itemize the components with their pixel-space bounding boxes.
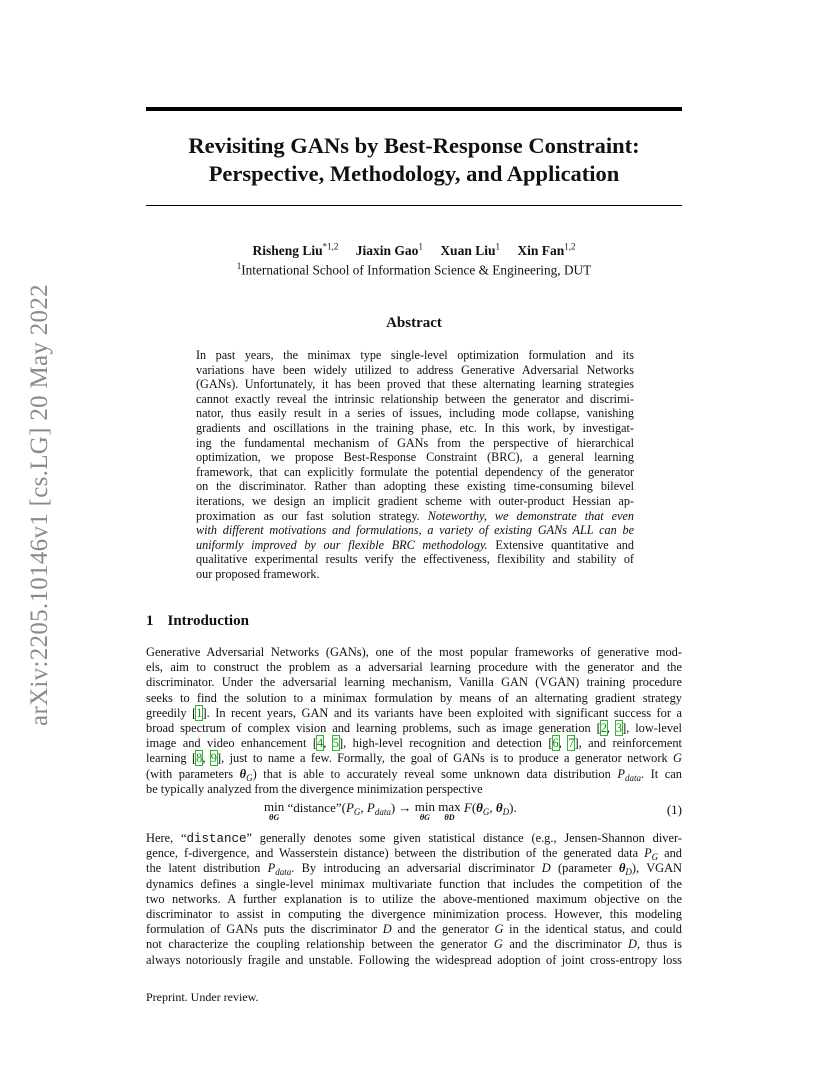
intro-line: (with parameters $\theta_G$) that is able to accurately reveal some unknown data distribution $P_{data}$. It can xyxy=(146,766,682,783)
title-line: Revisiting GANs by Best-Response Constraint: xyxy=(188,133,640,158)
equation-number: (1) xyxy=(666,802,682,817)
body-line: not characterize the coupling relationship between the generator G and the discriminator D, thus is xyxy=(146,937,682,952)
citation-link[interactable]: 4 xyxy=(316,736,324,751)
intro-line: broad spectrum of complex vision and learning problems, such as image generation [2, 3], low-level xyxy=(146,720,682,735)
affiliation: $^1$International School of Information Science & Engineering, DUT xyxy=(236,261,592,278)
citation-link[interactable]: 1 xyxy=(196,705,203,720)
author: Xuan Liu$^1$ xyxy=(440,241,500,258)
intro-line: Generative Adversarial Networks (GANs), one of the most popular frameworks of generative mod- xyxy=(146,645,682,659)
body-line: the latent distribution $P_{data}$. By introducing an adversarial discriminator D (parameter $\theta_D$), VGAN xyxy=(146,861,683,878)
intro-line: seeks to find the solution to a minimax formulation by means of an alternating gradient strategy xyxy=(146,690,682,705)
abstract-line: gradients and oscillations in the training phase, etc. In this work, by investigat- xyxy=(196,420,634,435)
body-line: discriminator to assist in computing the divergence minimization process. However, this modeling xyxy=(146,906,682,921)
min-operator: min θG xyxy=(414,799,435,822)
abstract-line: optimization, we propose Best-Response Constraint (BRC), a general learning xyxy=(196,450,634,465)
body-line: dynamics defines a single-level minimax multivariate function that includes the competition of the xyxy=(146,876,682,891)
abstract-line: framework, that can explicitly formulate the potential dependency of the generator xyxy=(196,464,634,479)
footer-note: Preprint. Under review. xyxy=(146,990,259,1004)
body-line: formulation of GANs puts the discriminator D and the generator G in the identical status, and could xyxy=(146,922,683,937)
title-top-rule xyxy=(146,107,682,111)
citation-link[interactable]: 3 xyxy=(615,720,623,735)
min-operator: min θG xyxy=(264,799,285,822)
citation-link[interactable]: 5 xyxy=(332,736,339,751)
abstract-line: on the discriminator. Rather than adopting these existing time-consuming bilevel xyxy=(196,479,634,494)
citation-link[interactable]: 7 xyxy=(568,736,575,751)
abstract-line: uniformly improved by our flexible BRC methodology. Extensive quantitative and xyxy=(196,537,634,552)
arxiv-identifier: arXiv:2205.10146v1 [cs.LG] 20 May 2022 xyxy=(26,284,53,726)
author: Xin Fan$^{1,2}$ xyxy=(517,241,576,258)
abstract-line: (GANs). Unfortunately, it has been proved that these alternating learning strategies xyxy=(196,377,634,392)
abstract-line: nator, thus easily result in a series of issues, including mode collapse, vanishing xyxy=(196,406,634,421)
intro-line: greedily [1]. In recent years, GAN and its variants have been exploited with significant success for a xyxy=(146,705,682,720)
abstract-line: In past years, the minimax type single-level optimization formulation and its xyxy=(196,348,634,362)
body-line: always notoriously fragile and unstable. Following the widespread adoption of joint cross-entropy loss xyxy=(146,952,682,967)
abstract-line: proximation as our fast solution strategy. Noteworthy, we demonstrate that even xyxy=(196,508,635,523)
intro-line: learning [8, 9], just to name a few. Formally, the goal of GANs is to produce a generator network G xyxy=(146,751,682,766)
equation-body: min θG “$distance”(P_G$, $P_{data}) \to \min$ θG max θD $F(\theta_G$, $\theta_D$). xyxy=(264,799,517,822)
abstract-line: qualitative experimental results verify the effectiveness, flexibility and stability of xyxy=(196,552,634,567)
paper-title xyxy=(146,132,682,188)
intro-line: discriminator. Under the adversarial learning mechanism, Vanilla GAN (VGAN) training procedure xyxy=(146,675,682,690)
abstract-line: with different motivations and formulations, a variety of existing GANs ALL can be xyxy=(196,523,634,538)
abstract-line: variations have been widely utilized to address Generative Adversarial Networks xyxy=(196,362,634,377)
abstract-line: cannot exactly reveal the intrinsic relationship between the generator and discrimi- xyxy=(196,391,634,406)
abstract-line: iterations, we design an implicit gradient scheme with outer-product Hessian ap- xyxy=(196,493,634,508)
abstract-heading: Abstract xyxy=(386,315,442,331)
citation-link[interactable]: 8 xyxy=(196,751,203,766)
citation-link[interactable]: 2 xyxy=(600,720,607,735)
equation-1 xyxy=(146,800,682,826)
section-heading: 1 Introduction xyxy=(146,613,249,629)
intro-line: be typically analyzed from the divergence minimization perspective xyxy=(146,781,483,796)
citation-link[interactable]: 6 xyxy=(552,736,559,751)
max-operator: max θD xyxy=(438,799,461,822)
body-line: gence, f-divergence, and Wasserstein distance) between the distribution of the generated data $P_G$ and xyxy=(146,846,682,863)
author: Jiaxin Gao$^1$ xyxy=(355,241,423,258)
author: Risheng Liu$^{*1,2}$ xyxy=(252,241,339,258)
abstract-line: ing the fundamental mechanism of GANs from the perspective of hierarchical xyxy=(196,435,634,450)
citation-link[interactable]: 9 xyxy=(210,751,217,766)
body-line: Here, “distance” generally denotes some given statistical distance (e.g., Jensen-Shannon diver- xyxy=(146,831,682,846)
intro-line: els, aim to construct the problem as a adversarial learning procedure with the generator and the xyxy=(146,660,682,675)
title-line: Perspective, Methodology, and Application xyxy=(208,161,620,186)
abstract-line: our proposed framework. xyxy=(196,566,320,581)
intro-paragraph xyxy=(146,645,682,797)
body-line: two networks. A further explanation is to utilize the above-mentioned maximum objective on the xyxy=(146,891,682,906)
intro-line: image and video enhancement [4, 5], high-level recognition and detection [6, 7], and reinforcement xyxy=(146,736,682,751)
body-paragraph xyxy=(146,831,682,968)
abstract-body xyxy=(196,348,634,582)
title-bottom-rule xyxy=(146,205,682,206)
author-list xyxy=(146,241,682,259)
